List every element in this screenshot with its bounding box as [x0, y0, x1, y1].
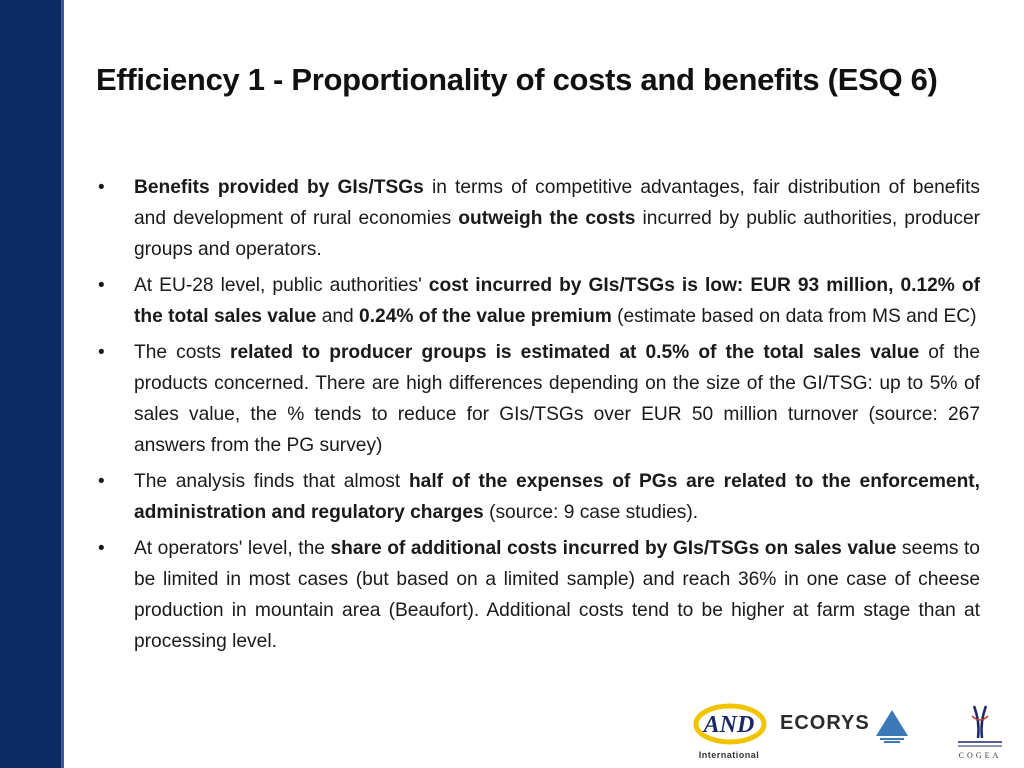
and-international-logo [690, 702, 768, 760]
bullet-text: The analysis finds that almost [134, 471, 409, 492]
bullet-text: (estimate based on data from MS and EC) [611, 306, 977, 327]
ecorys-logo-text: ECORYS [780, 712, 870, 734]
bullet-item [96, 172, 980, 265]
cogea-logo-text: COGEA [958, 751, 1002, 760]
bullet-item [96, 337, 980, 461]
bullet-item [96, 466, 980, 528]
ecorys-triangle-icon [874, 708, 910, 744]
bullet-item [96, 270, 980, 332]
bullet-marker: • [98, 471, 105, 492]
cogea-logo [950, 702, 1010, 760]
bullet-marker: • [98, 275, 105, 296]
bullet-item [96, 533, 980, 657]
ecorys-logo [780, 708, 910, 744]
bullet-bold-text: related to producer groups is estimated at 0.5% of the total sales value [230, 342, 920, 363]
bullet-text: incurred by public authorities, producer groups and operators. [134, 208, 981, 260]
bullet-text: in terms of competitive advantages, fair distribution of benefits and development of rural economies [134, 177, 980, 229]
logo-strip [690, 700, 1010, 760]
slide-title: Efficiency 1 - Proportionality of costs and benefits (ESQ 6) [96, 61, 938, 97]
bullet-text: seems to be limited in most cases (but based on a limited sample) and reach 36% in one case of cheese production in mountain area (Beaufort). Additional costs tend to be higher at farm stage than at processing level. [134, 538, 980, 652]
bullet-marker: • [98, 342, 105, 363]
bullet-bold-text: share of additional costs incurred by GIs/TSGs on sales value [330, 538, 897, 559]
bullet-marker: • [98, 177, 105, 198]
bullet-text: At operators' level, the [134, 538, 331, 559]
bullet-text: The costs [134, 342, 231, 363]
and-logo-caption: International [698, 750, 760, 760]
bullet-bold-text: cost incurred by GIs/TSGs is low: EUR 93 million, 0.12% of the total sales value [134, 275, 980, 327]
bullet-text: (source: 9 case studies). [483, 502, 699, 523]
bullet-bold-text: Benefits provided by GIs/TSGs [134, 177, 424, 198]
cogea-emblem-icon [950, 702, 1010, 748]
bullet-text: At EU-28 level, public authorities' [134, 275, 429, 296]
bullet-bold-text: 0.24% of the value premium [359, 306, 612, 327]
and-logo-mark: AND [703, 712, 755, 738]
bullet-marker: • [98, 538, 105, 559]
bullet-text: of the products concerned. There are high differences depending on the size of the GI/TSG: up to 5% of sales value, the % tends to reduce for GIs/TSGs over EUR 50 million turnover (source: 267 answers from the PG survey) [134, 342, 980, 456]
left-sidebar-band [0, 0, 64, 768]
bullet-bold-text: outweigh the costs [458, 208, 636, 229]
and-logo-mark-icon [690, 702, 768, 748]
bullet-text: and [316, 306, 360, 327]
bullet-bold-text: half of the expenses of PGs are related to the enforcement, administration and regulatory charges [134, 471, 981, 523]
bullet-list [96, 172, 980, 662]
